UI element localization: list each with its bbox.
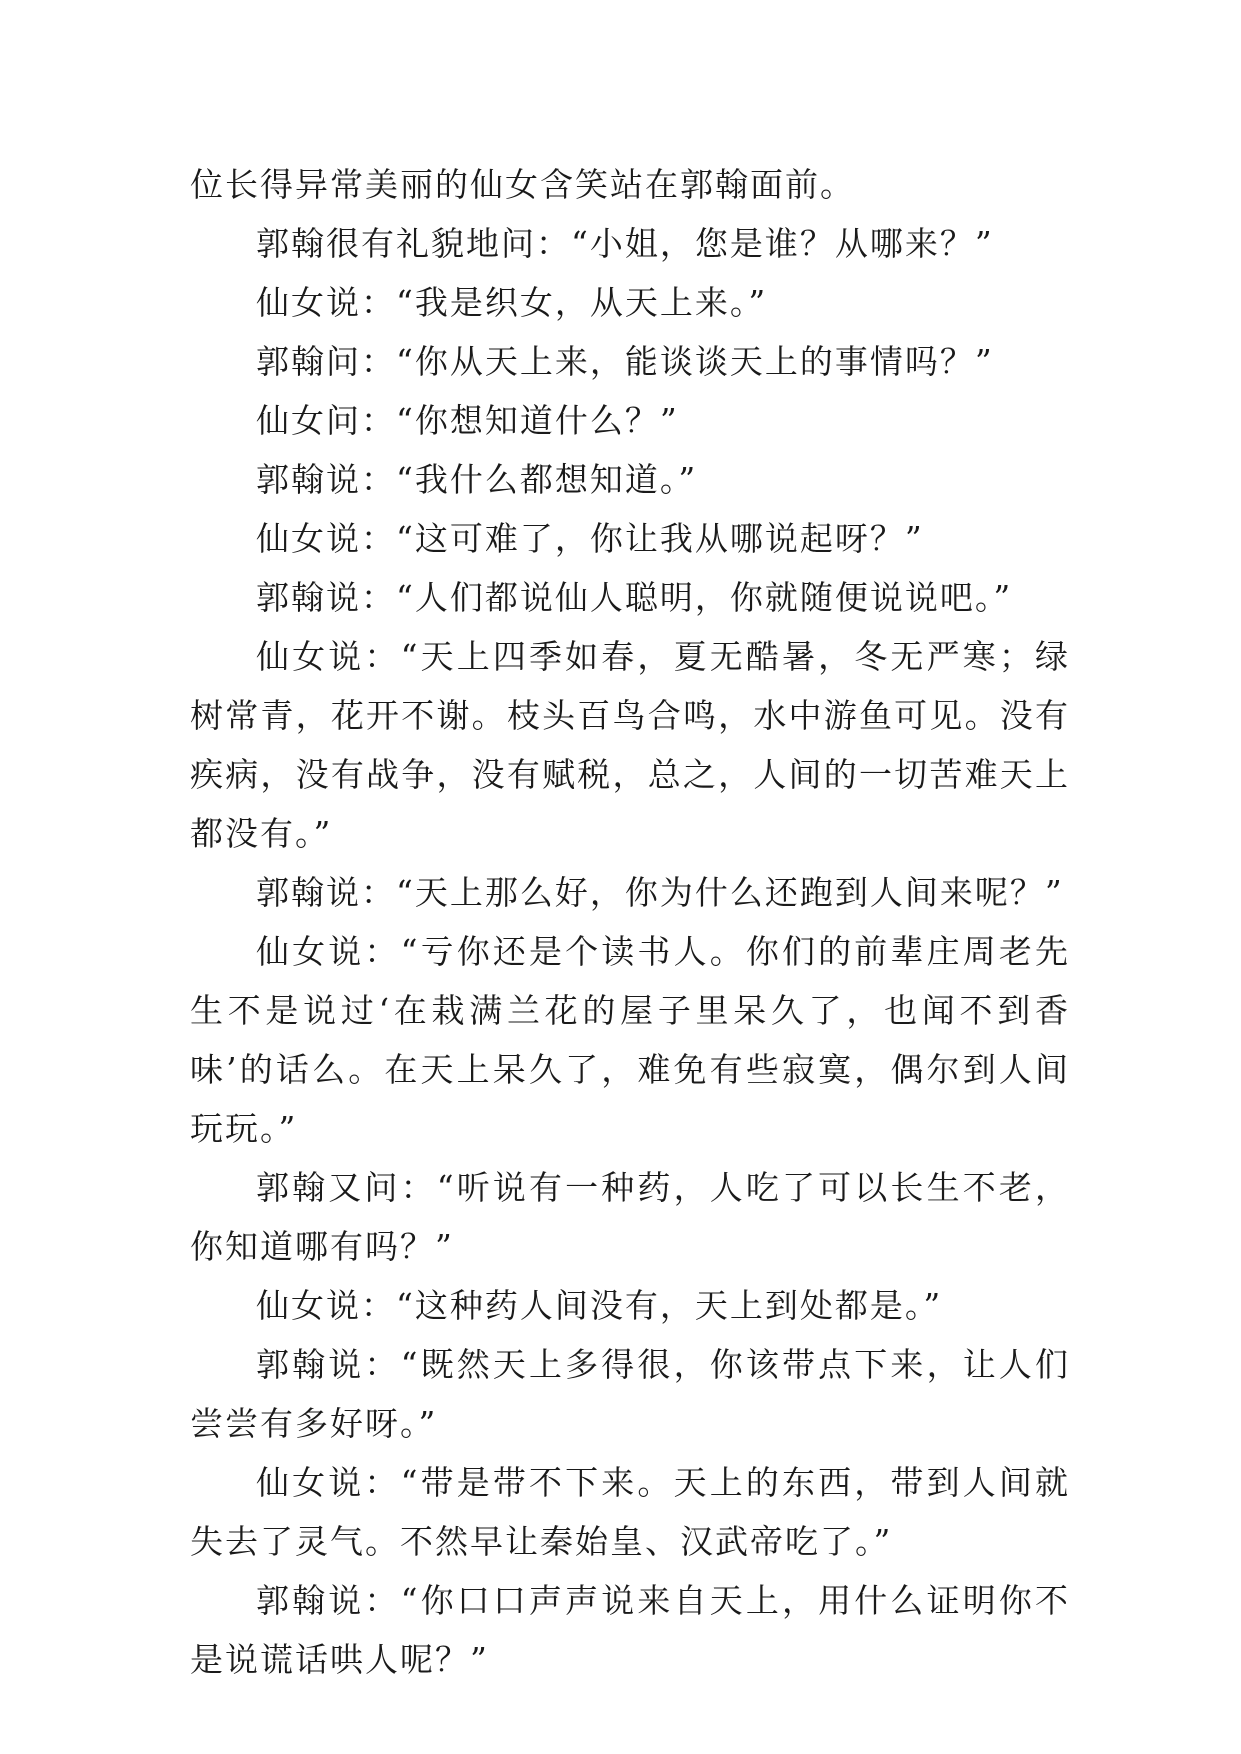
- paragraph: 仙女问：“你想知道什么？”: [256, 401, 679, 440]
- paragraph: 郭翰说：“人们都说仙人聪明，你就随便说说吧。”: [256, 578, 1013, 617]
- paragraph: 郭翰问：“你从天上来，能谈谈天上的事情吗？”: [256, 342, 994, 381]
- paragraph: 仙女说：“带是带不下来。天上的东西，带到人间就失去了灵气。不然早让秦始皇、汉武帝吃了。”: [190, 1463, 1070, 1561]
- paragraph: 郭翰说：“你口口声声说来自天上，用什么证明你不是说谎话哄人呢？”: [190, 1581, 1070, 1679]
- paragraph: 郭翰很有礼貌地问：“小姐，您是谁？从哪来？”: [256, 224, 994, 263]
- paragraph: 郭翰说：“既然天上多得很，你该带点下来，让人们尝尝有多好呀。”: [190, 1345, 1070, 1443]
- paragraph: 仙女说：“亏你还是个读书人。你们的前辈庄周老先生不是说过‘在栽满兰花的屋子里呆久了，也闻不到香味’的话么。在天上呆久了，难免有些寂寞，偶尔到人间玩玩。”: [190, 932, 1070, 1148]
- paragraph: 仙女说：“我是织女，从天上来。”: [256, 283, 768, 322]
- paragraph: 郭翰又问：“听说有一种药，人吃了可以长生不老，你知道哪有吗？”: [190, 1168, 1070, 1266]
- story-text: [190, 155, 1070, 1689]
- paragraph: 仙女说：“这种药人间没有，天上到处都是。”: [256, 1286, 943, 1325]
- paragraph: 仙女说：“这可难了，你让我从哪说起呀？”: [256, 519, 924, 558]
- paragraph: 郭翰说：“我什么都想知道。”: [256, 460, 698, 499]
- paragraph: 仙女说：“天上四季如春，夏无酷暑，冬无严寒；绿树常青，花开不谢。枝头百鸟合鸣，水中游鱼可见。没有疾病，没有战争，没有赋税，总之，人间的一切苦难天上都没有。”: [190, 637, 1070, 853]
- paragraph: 郭翰说：“天上那么好，你为什么还跑到人间来呢？”: [256, 873, 1064, 912]
- paragraph-continued: 位长得异常美丽的仙女含笑站在郭翰面前。: [190, 165, 855, 204]
